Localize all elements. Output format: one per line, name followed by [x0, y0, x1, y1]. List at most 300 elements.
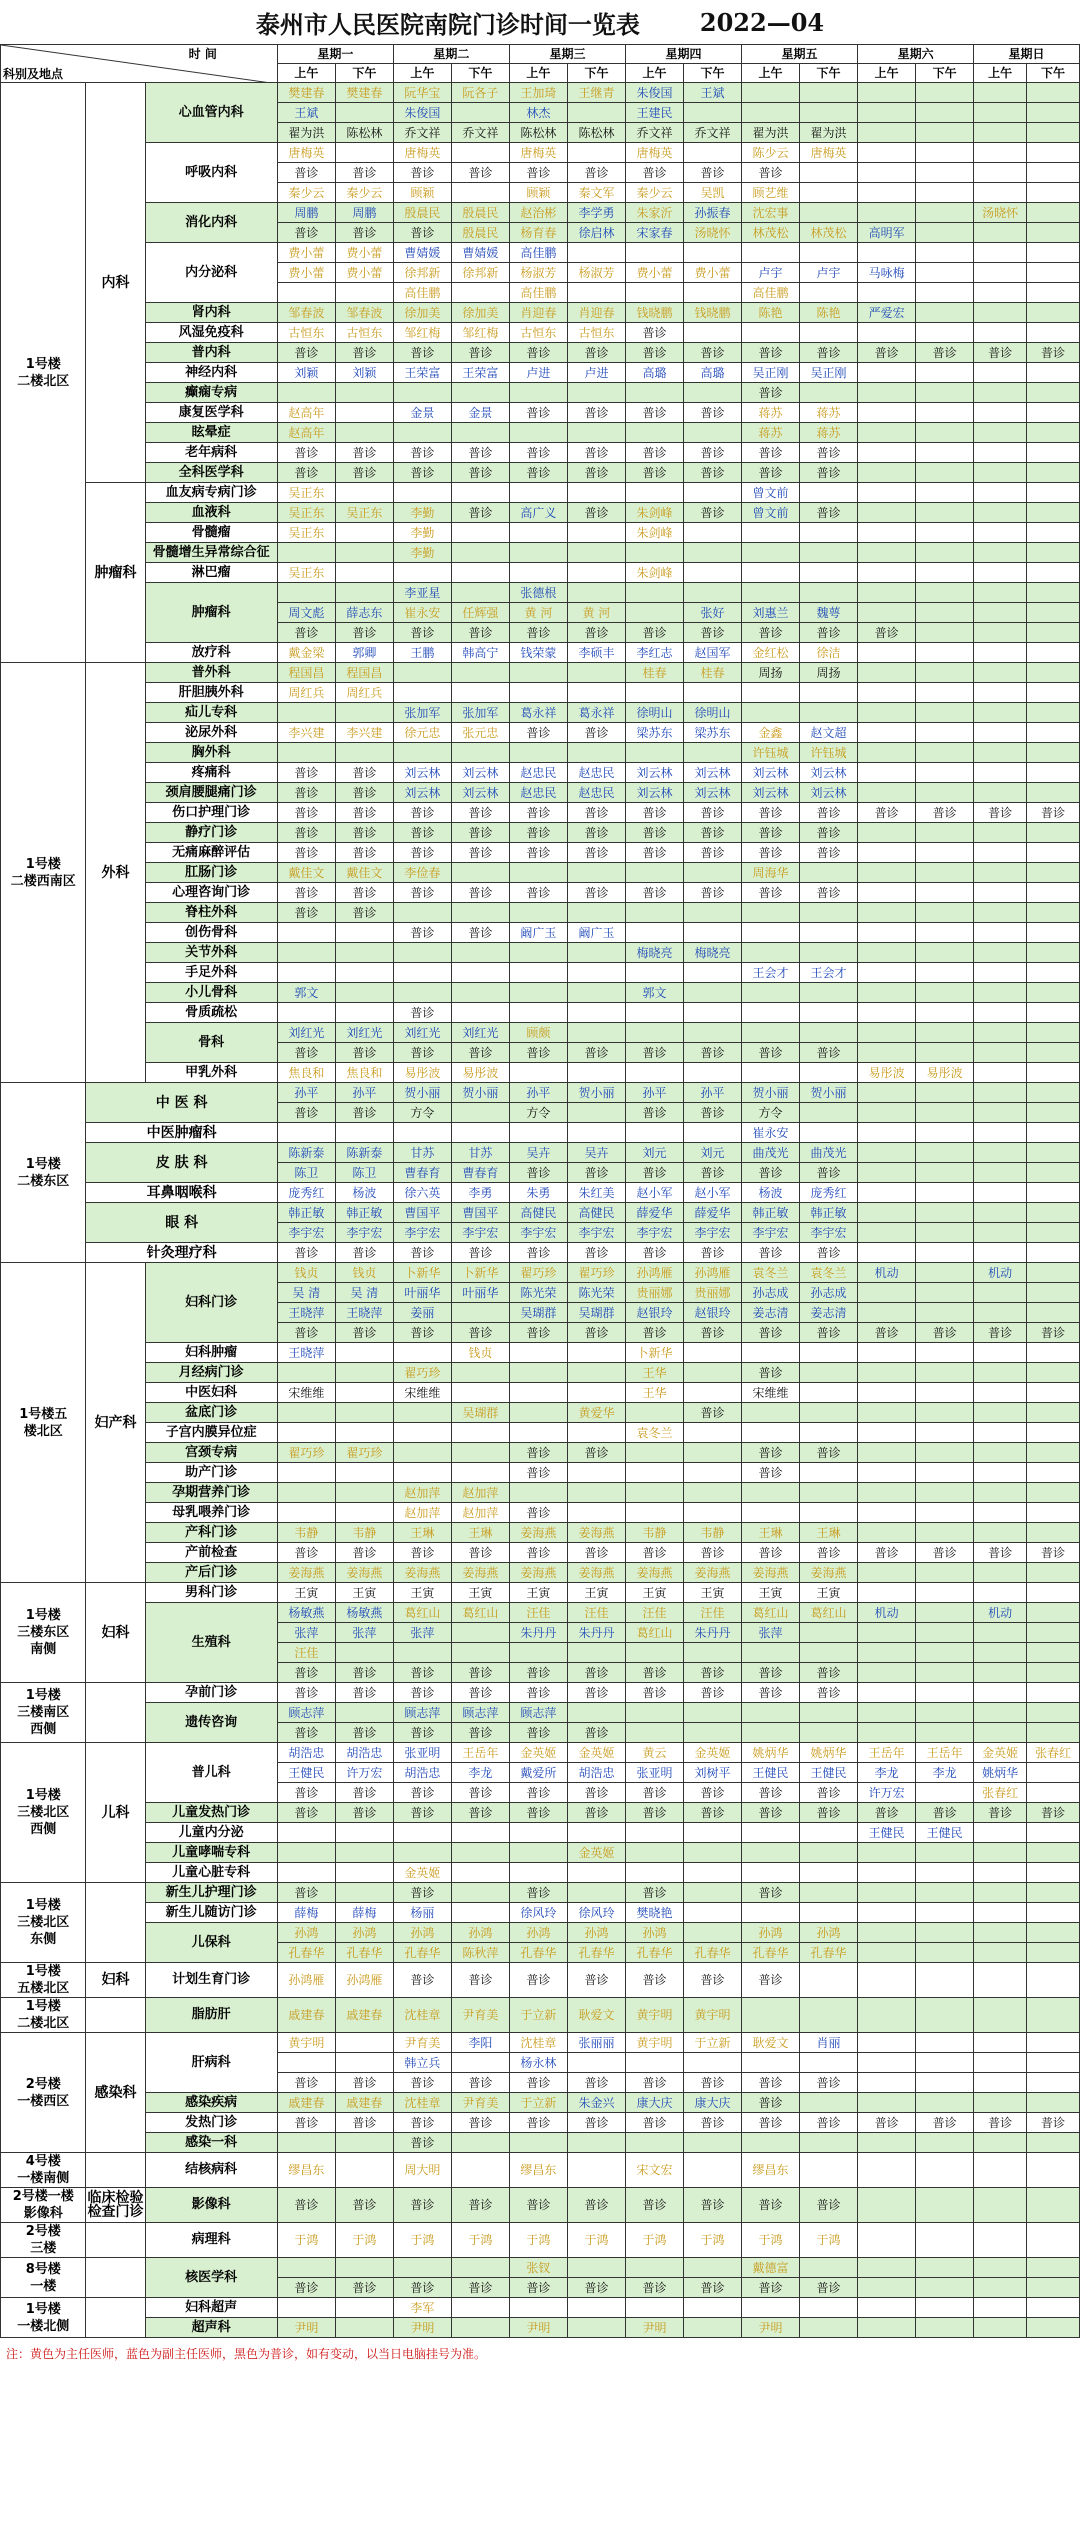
- table-row: [1, 443, 1080, 463]
- schedule-cell: 翟为洪: [742, 123, 800, 143]
- department-name: 计划生育门诊: [145, 1963, 277, 1998]
- schedule-cell: 王岳年: [858, 1743, 916, 1763]
- schedule-cell: [858, 863, 916, 883]
- schedule-cell: 普诊: [567, 163, 625, 183]
- schedule-cell: 桂春: [625, 663, 683, 683]
- schedule-cell: 普诊: [335, 783, 393, 803]
- schedule-cell: 普诊: [742, 1683, 800, 1703]
- table-row: [1, 1998, 1080, 2033]
- table-row: [1, 763, 1080, 783]
- table-row: [1, 383, 1080, 403]
- schedule-cell: 宋文宏: [625, 2153, 683, 2188]
- schedule-cell: [800, 583, 858, 603]
- day-header: 星期二: [393, 45, 509, 64]
- schedule-cell: 普诊: [625, 2073, 683, 2093]
- schedule-cell: [916, 923, 974, 943]
- schedule-cell: [974, 123, 1027, 143]
- schedule-cell: 朱剑峰: [625, 523, 683, 543]
- schedule-cell: 李龙: [858, 1763, 916, 1783]
- schedule-cell: 阮华宝: [393, 83, 451, 103]
- schedule-cell: [277, 1863, 335, 1883]
- schedule-cell: [451, 583, 509, 603]
- schedule-cell: [1027, 143, 1080, 163]
- schedule-cell: 杨波: [335, 1183, 393, 1203]
- schedule-cell: 戚建春: [277, 2093, 335, 2113]
- schedule-cell: 胡浩忠: [335, 1743, 393, 1763]
- schedule-cell: 普诊: [509, 1723, 567, 1743]
- schedule-cell: 普诊: [451, 803, 509, 823]
- schedule-cell: 普诊: [277, 883, 335, 903]
- schedule-cell: 吴卉: [567, 1143, 625, 1163]
- schedule-cell: [974, 823, 1027, 843]
- schedule-cell: 姜海燕: [800, 1563, 858, 1583]
- schedule-cell: 普诊: [393, 1963, 451, 1998]
- schedule-cell: 普诊: [742, 1803, 800, 1823]
- schedule-cell: 易彤波: [916, 1063, 974, 1083]
- schedule-cell: [567, 1823, 625, 1843]
- schedule-cell: 普诊: [451, 1783, 509, 1803]
- schedule-cell: [335, 563, 393, 583]
- schedule-cell: [451, 2258, 509, 2278]
- schedule-cell: 普诊: [393, 843, 451, 863]
- schedule-cell: [335, 1483, 393, 1503]
- schedule-cell: 普诊: [800, 2073, 858, 2093]
- schedule-cell: 普诊: [742, 1963, 800, 1998]
- schedule-cell: 徐风玲: [567, 1903, 625, 1923]
- schedule-cell: [858, 2223, 916, 2258]
- schedule-cell: 普诊: [683, 343, 741, 363]
- schedule-cell: 普诊: [1027, 803, 1080, 823]
- schedule-cell: [858, 563, 916, 583]
- schedule-cell: [858, 543, 916, 563]
- schedule-cell: 甘苏: [393, 1143, 451, 1163]
- schedule-cell: [916, 983, 974, 1003]
- schedule-cell: 赵小军: [683, 1183, 741, 1203]
- schedule-cell: [916, 1723, 974, 1743]
- schedule-cell: 蒋苏: [742, 403, 800, 423]
- schedule-cell: 孙平: [625, 1083, 683, 1103]
- schedule-cell: [742, 683, 800, 703]
- schedule-cell: 普诊: [393, 1323, 451, 1343]
- schedule-cell: 赵银玲: [625, 1303, 683, 1323]
- schedule-cell: 赵治彬: [509, 203, 567, 223]
- department-name: 感染一科: [145, 2133, 277, 2153]
- department-name: 中医妇科: [145, 1383, 277, 1403]
- schedule-cell: 梅晓亮: [683, 943, 741, 963]
- schedule-cell: [1027, 763, 1080, 783]
- half-day-header: 下午: [335, 64, 393, 83]
- department-name: 泌尿外科: [145, 723, 277, 743]
- schedule-cell: [335, 2133, 393, 2153]
- schedule-cell: 许万宏: [858, 1783, 916, 1803]
- schedule-cell: 普诊: [451, 2278, 509, 2298]
- schedule-cell: [974, 623, 1027, 643]
- schedule-cell: [509, 1483, 567, 1503]
- schedule-cell: [451, 1823, 509, 1843]
- schedule-cell: [277, 583, 335, 603]
- schedule-cell: 桂春: [683, 663, 741, 683]
- schedule-cell: [916, 963, 974, 983]
- half-day-header: 上午: [393, 64, 451, 83]
- schedule-cell: 葛红山: [800, 1603, 858, 1623]
- schedule-cell: [1027, 2133, 1080, 2153]
- table-row: [1, 703, 1080, 723]
- schedule-cell: [858, 983, 916, 1003]
- schedule-cell: 庞秀红: [800, 1183, 858, 1203]
- schedule-cell: 尹育美: [393, 2033, 451, 2053]
- schedule-cell: [858, 1043, 916, 1063]
- schedule-cell: [1027, 903, 1080, 923]
- schedule-cell: [509, 863, 567, 883]
- schedule-cell: [683, 483, 741, 503]
- schedule-cell: [335, 143, 393, 163]
- schedule-cell: [974, 1643, 1027, 1663]
- schedule-cell: 孙平: [277, 1083, 335, 1103]
- schedule-cell: [858, 1283, 916, 1303]
- schedule-cell: [335, 1883, 393, 1903]
- schedule-cell: [742, 103, 800, 123]
- schedule-cell: [277, 1843, 335, 1863]
- schedule-cell: 普诊: [451, 2113, 509, 2133]
- schedule-cell: [509, 2133, 567, 2153]
- schedule-cell: [1027, 463, 1080, 483]
- schedule-cell: [1027, 643, 1080, 663]
- department-name: 骨质疏松: [145, 1003, 277, 1023]
- department-name: 小儿骨科: [145, 983, 277, 1003]
- schedule-cell: 费小蕾: [277, 263, 335, 283]
- schedule-cell: [800, 1703, 858, 1723]
- schedule-cell: [916, 223, 974, 243]
- schedule-cell: 汪佳: [683, 1603, 741, 1623]
- department-name: 甲乳外科: [145, 1063, 277, 1083]
- schedule-cell: [451, 423, 509, 443]
- schedule-cell: 普诊: [683, 2278, 741, 2298]
- schedule-cell: [509, 1003, 567, 1023]
- schedule-cell: 樊建春: [277, 83, 335, 103]
- schedule-cell: 朱金兴: [567, 2093, 625, 2113]
- schedule-cell: 周鹏: [335, 203, 393, 223]
- schedule-cell: 王斌: [277, 103, 335, 123]
- schedule-cell: 胡浩忠: [567, 1763, 625, 1783]
- schedule-cell: [800, 2133, 858, 2153]
- schedule-cell: 普诊: [393, 343, 451, 363]
- department-name: 消化内科: [145, 203, 277, 243]
- schedule-cell: [800, 1863, 858, 1883]
- schedule-cell: 黄云: [625, 1743, 683, 1763]
- schedule-cell: [451, 943, 509, 963]
- schedule-cell: [974, 723, 1027, 743]
- schedule-cell: [509, 1643, 567, 1663]
- schedule-cell: 普诊: [742, 163, 800, 183]
- schedule-cell: 贵丽娜: [683, 1283, 741, 1303]
- schedule-cell: 金景: [451, 403, 509, 423]
- schedule-cell: 刘云林: [742, 763, 800, 783]
- table-row: [1, 1003, 1080, 1023]
- schedule-cell: 费小蕾: [277, 243, 335, 263]
- schedule-cell: [277, 1363, 335, 1383]
- location-cell: 2号楼 一楼西区: [1, 2033, 86, 2153]
- schedule-cell: 普诊: [451, 823, 509, 843]
- schedule-cell: 李硕丰: [567, 643, 625, 663]
- schedule-cell: [625, 863, 683, 883]
- schedule-cell: [858, 1143, 916, 1163]
- schedule-cell: [1027, 2093, 1080, 2113]
- schedule-cell: 王健民: [916, 1823, 974, 1843]
- department-name: 母乳喂养门诊: [145, 1503, 277, 1523]
- schedule-cell: 刘云林: [742, 783, 800, 803]
- schedule-cell: 钱贞: [335, 1263, 393, 1283]
- department-name: 产前检查: [145, 1543, 277, 1563]
- schedule-cell: 高佳鹏: [509, 283, 567, 303]
- schedule-cell: 姜志清: [742, 1303, 800, 1323]
- schedule-cell: [1027, 543, 1080, 563]
- schedule-cell: 赵银玲: [683, 1303, 741, 1323]
- schedule-cell: [335, 2298, 393, 2318]
- schedule-cell: 张萍: [277, 1623, 335, 1643]
- schedule-cell: 普诊: [509, 803, 567, 823]
- schedule-cell: [567, 1483, 625, 1503]
- department-name: 胸外科: [145, 743, 277, 763]
- schedule-cell: [1027, 1163, 1080, 1183]
- schedule-cell: [858, 2153, 916, 2188]
- schedule-cell: 叶丽华: [451, 1283, 509, 1303]
- category-cell: 临床检验检查门诊: [86, 2188, 145, 2223]
- schedule-cell: 姜丽: [393, 1303, 451, 1323]
- schedule-cell: [567, 1003, 625, 1023]
- schedule-cell: 朱勇: [509, 1183, 567, 1203]
- category-cell: [86, 2298, 145, 2338]
- schedule-cell: [625, 2053, 683, 2073]
- schedule-cell: [916, 1683, 974, 1703]
- schedule-cell: [858, 1923, 916, 1943]
- schedule-cell: [858, 603, 916, 623]
- schedule-cell: 贺小丽: [800, 1083, 858, 1103]
- schedule-cell: 张春红: [974, 1783, 1027, 1803]
- department-name: 静疗门诊: [145, 823, 277, 843]
- schedule-cell: 普诊: [742, 1783, 800, 1803]
- schedule-cell: 普诊: [858, 1803, 916, 1823]
- schedule-cell: [451, 563, 509, 583]
- schedule-cell: [858, 1203, 916, 1223]
- schedule-cell: 孔春华: [625, 1943, 683, 1963]
- department-name: 生殖科: [145, 1603, 277, 1683]
- schedule-cell: 普诊: [393, 463, 451, 483]
- schedule-cell: [1027, 2033, 1080, 2053]
- schedule-cell: 周鹏: [277, 203, 335, 223]
- schedule-cell: 刘红光: [335, 1023, 393, 1043]
- schedule-cell: 普诊: [451, 2073, 509, 2093]
- schedule-cell: 普诊: [567, 1043, 625, 1063]
- schedule-cell: [916, 1003, 974, 1023]
- schedule-cell: [625, 683, 683, 703]
- schedule-cell: 普诊: [683, 1963, 741, 1998]
- schedule-cell: 王荣富: [393, 363, 451, 383]
- schedule-cell: 于立新: [683, 2033, 741, 2053]
- schedule-cell: [567, 943, 625, 963]
- schedule-cell: [625, 923, 683, 943]
- schedule-cell: [509, 1123, 567, 1143]
- schedule-cell: [858, 2093, 916, 2113]
- schedule-cell: 钱贞: [451, 1343, 509, 1363]
- schedule-cell: 普诊: [1027, 1543, 1080, 1563]
- table-row: [1, 1423, 1080, 1443]
- schedule-cell: [916, 1283, 974, 1303]
- schedule-cell: 赵忠民: [509, 783, 567, 803]
- schedule-cell: 张钗: [509, 2258, 567, 2278]
- schedule-cell: [974, 1963, 1027, 1998]
- schedule-cell: 普诊: [858, 343, 916, 363]
- schedule-cell: 刘云林: [451, 763, 509, 783]
- schedule-cell: [974, 263, 1027, 283]
- schedule-cell: 普诊: [509, 2188, 567, 2223]
- schedule-cell: [625, 2258, 683, 2278]
- schedule-cell: [974, 383, 1027, 403]
- schedule-cell: [800, 1343, 858, 1363]
- schedule-cell: [974, 183, 1027, 203]
- schedule-cell: 于鸿: [335, 2223, 393, 2258]
- schedule-cell: 顾志萍: [393, 1703, 451, 1723]
- schedule-cell: 王寅: [742, 1583, 800, 1603]
- schedule-cell: 金英姬: [567, 1743, 625, 1763]
- schedule-cell: 杨淑芳: [509, 263, 567, 283]
- schedule-cell: 普诊: [335, 1103, 393, 1123]
- schedule-cell: 刘云林: [683, 783, 741, 803]
- schedule-cell: [916, 2133, 974, 2153]
- schedule-cell: [974, 703, 1027, 723]
- department-name: 全科医学科: [145, 463, 277, 483]
- location-cell: 1号楼 三楼东区 南侧: [1, 1583, 86, 1683]
- schedule-cell: 高佳鹏: [742, 283, 800, 303]
- schedule-cell: 乔文祥: [625, 123, 683, 143]
- schedule-cell: 王琳: [393, 1523, 451, 1543]
- schedule-cell: 徐六英: [393, 1183, 451, 1203]
- schedule-cell: [858, 1423, 916, 1443]
- schedule-cell: [683, 523, 741, 543]
- schedule-cell: [974, 1103, 1027, 1123]
- schedule-cell: 孙鸿: [742, 1923, 800, 1943]
- schedule-cell: 吴凯: [683, 183, 741, 203]
- table-row: [1, 1603, 1080, 1623]
- schedule-cell: [567, 2153, 625, 2188]
- schedule-cell: [974, 903, 1027, 923]
- schedule-cell: [625, 1123, 683, 1143]
- schedule-cell: [916, 2278, 974, 2298]
- schedule-cell: 孔春华: [509, 1943, 567, 1963]
- schedule-cell: 崔永安: [393, 603, 451, 623]
- table-row: [1, 2298, 1080, 2318]
- schedule-cell: 贺小丽: [393, 1083, 451, 1103]
- schedule-cell: 唐梅英: [800, 143, 858, 163]
- schedule-cell: 尹明: [742, 2318, 800, 2338]
- schedule-cell: 耿爱文: [567, 1998, 625, 2033]
- schedule-cell: 杨敏燕: [335, 1603, 393, 1623]
- department-name: 无痛麻醉评估: [145, 843, 277, 863]
- schedule-cell: 普诊: [335, 763, 393, 783]
- schedule-cell: [625, 1723, 683, 1743]
- schedule-cell: [916, 2053, 974, 2073]
- schedule-cell: [742, 1903, 800, 1923]
- half-day-header: 上午: [277, 64, 335, 83]
- schedule-cell: [1027, 1383, 1080, 1403]
- schedule-cell: 普诊: [567, 1323, 625, 1343]
- schedule-cell: [451, 1303, 509, 1323]
- schedule-cell: 孙振春: [683, 203, 741, 223]
- schedule-cell: 朱丹丹: [509, 1623, 567, 1643]
- schedule-cell: 赵国军: [683, 643, 741, 663]
- schedule-cell: 普诊: [858, 1323, 916, 1343]
- schedule-cell: 葛永祥: [509, 703, 567, 723]
- schedule-cell: 张德根: [509, 583, 567, 603]
- half-day-header: 下午: [800, 64, 858, 83]
- schedule-cell: [451, 1443, 509, 1463]
- schedule-cell: [1027, 523, 1080, 543]
- schedule-cell: 普诊: [916, 1543, 974, 1563]
- schedule-cell: 普诊: [277, 763, 335, 783]
- schedule-cell: [509, 1423, 567, 1443]
- schedule-cell: 陈松林: [567, 123, 625, 143]
- schedule-cell: 普诊: [800, 623, 858, 643]
- schedule-cell: 宋家春: [625, 223, 683, 243]
- schedule-cell: [916, 723, 974, 743]
- schedule-cell: 李龙: [451, 1763, 509, 1783]
- department-name: 妇科肿瘤: [145, 1343, 277, 1363]
- schedule-cell: 韦静: [625, 1523, 683, 1543]
- department-name: 心血管内科: [145, 83, 277, 143]
- schedule-cell: 耿爱文: [742, 2033, 800, 2053]
- schedule-cell: 普诊: [800, 443, 858, 463]
- schedule-cell: [858, 2278, 916, 2298]
- schedule-cell: 邹红梅: [393, 323, 451, 343]
- table-row: [1, 1803, 1080, 1823]
- schedule-cell: 普诊: [567, 443, 625, 463]
- schedule-cell: [335, 1123, 393, 1143]
- schedule-cell: 普诊: [393, 1543, 451, 1563]
- schedule-cell: [683, 743, 741, 763]
- schedule-cell: [974, 1703, 1027, 1723]
- schedule-cell: 普诊: [335, 2113, 393, 2133]
- schedule-cell: 机动: [974, 1263, 1027, 1283]
- schedule-cell: [974, 1943, 1027, 1963]
- schedule-cell: 严爱宏: [858, 303, 916, 323]
- schedule-cell: 钱晓鹏: [683, 303, 741, 323]
- schedule-cell: 普诊: [800, 503, 858, 523]
- schedule-cell: [1027, 2073, 1080, 2093]
- schedule-cell: [625, 1503, 683, 1523]
- day-header: 星期五: [742, 45, 858, 64]
- schedule-cell: 韦静: [335, 1523, 393, 1543]
- schedule-cell: 普诊: [509, 1963, 567, 1998]
- schedule-cell: [1027, 823, 1080, 843]
- schedule-cell: [683, 2133, 741, 2153]
- category-cell: 内科: [86, 83, 145, 483]
- schedule-cell: 普诊: [451, 1323, 509, 1343]
- schedule-cell: 高璐: [683, 363, 741, 383]
- schedule-cell: 殷晨民: [451, 203, 509, 223]
- category-cell: [86, 1998, 145, 2033]
- schedule-cell: [1027, 683, 1080, 703]
- schedule-cell: 林茂松: [742, 223, 800, 243]
- schedule-cell: 普诊: [509, 463, 567, 483]
- schedule-cell: [916, 2298, 974, 2318]
- schedule-cell: 秦文军: [567, 183, 625, 203]
- schedule-cell: 郭卿: [335, 643, 393, 663]
- schedule-cell: [683, 1923, 741, 1943]
- schedule-cell: [800, 1463, 858, 1483]
- schedule-cell: 翟巧珍: [567, 1263, 625, 1283]
- department-name: 儿童哮喘专科: [145, 1843, 277, 1863]
- schedule-cell: [509, 383, 567, 403]
- schedule-cell: 王斌: [683, 83, 741, 103]
